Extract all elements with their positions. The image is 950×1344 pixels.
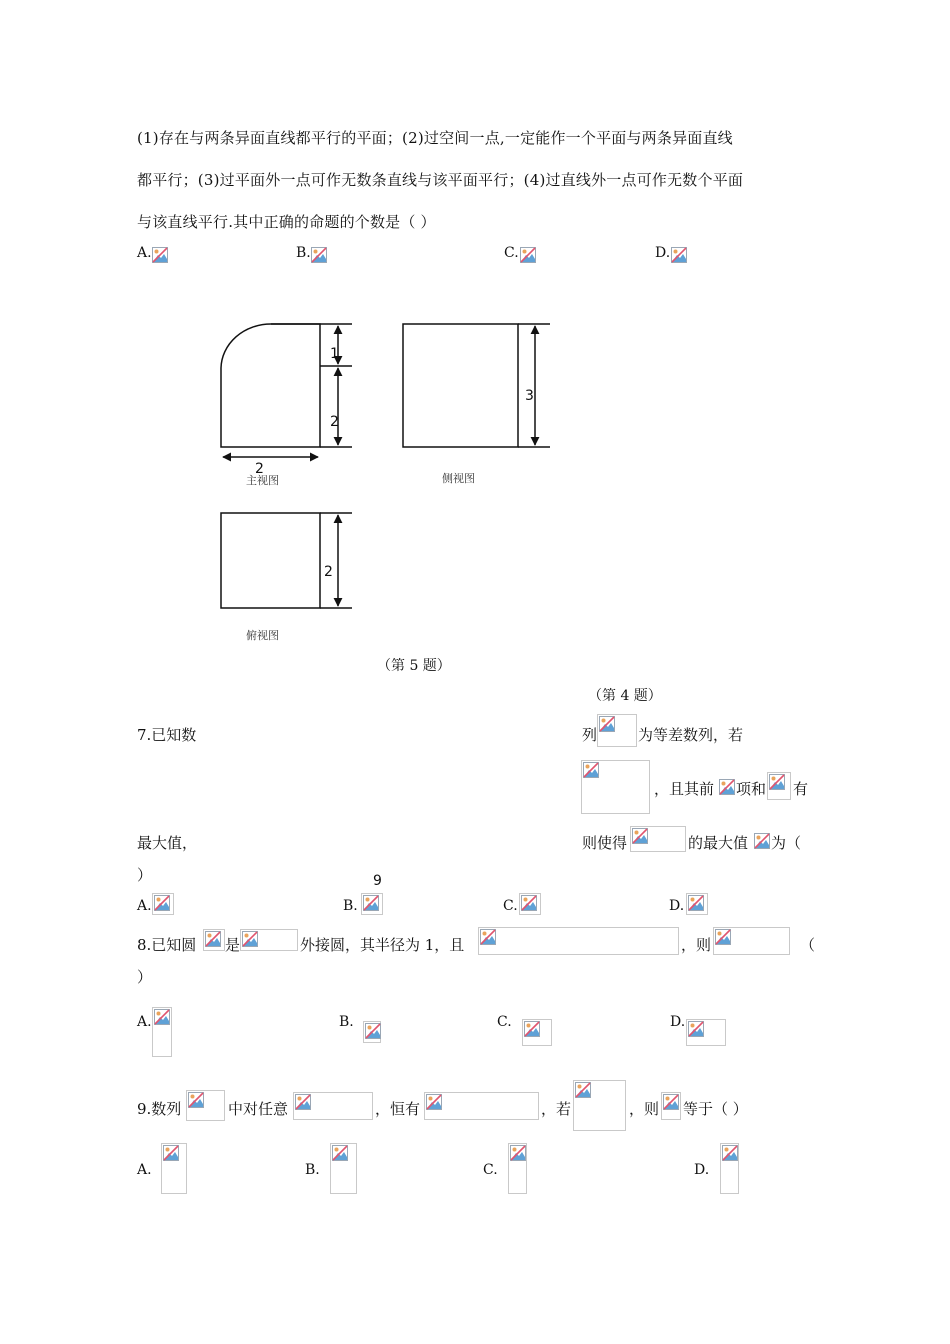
broken-image-icon xyxy=(583,762,599,778)
broken-image-icon xyxy=(521,895,537,911)
formula-image xyxy=(573,1080,626,1131)
formula-image xyxy=(361,893,383,915)
problem9-option-a: A. xyxy=(137,1162,152,1178)
problem6-option-b: B. xyxy=(296,245,311,261)
problem9-equals: 等于（ ） xyxy=(683,1100,748,1118)
problem7-has: 有 xyxy=(793,780,809,798)
problem8-close-paren: ） xyxy=(137,968,153,986)
top-view xyxy=(221,513,352,608)
broken-image-icon xyxy=(575,1082,591,1098)
formula-image xyxy=(186,1090,225,1121)
broken-image-icon xyxy=(632,828,648,844)
problem7-nine: 9 xyxy=(373,873,382,889)
problem6-option-d: D. xyxy=(655,245,671,261)
broken-image-icon xyxy=(722,1145,738,1161)
problem9-then: ，则 xyxy=(629,1100,660,1118)
broken-image-icon xyxy=(719,779,735,795)
broken-image-icon xyxy=(332,1145,348,1161)
formula-image xyxy=(581,760,650,814)
broken-image-icon xyxy=(599,716,615,732)
dim-label-2: 2 xyxy=(330,414,339,430)
broken-image-icon xyxy=(163,1145,179,1161)
formula-image xyxy=(522,1019,552,1046)
problem6-line3: 与该直线平行.其中正确的命题的个数是（ ） xyxy=(137,213,436,231)
dim-label-1: 1 xyxy=(330,346,339,362)
formula-image xyxy=(686,1019,726,1046)
broken-image-icon xyxy=(242,931,258,947)
broken-image-icon xyxy=(520,247,536,263)
formula-image xyxy=(203,929,225,951)
problem7-max-of: 的最大值 xyxy=(688,834,749,852)
formula-image xyxy=(363,1021,381,1043)
problem8-open-paren: （ xyxy=(800,936,816,954)
broken-image-icon xyxy=(154,895,170,911)
formula-image xyxy=(152,1007,172,1057)
formula-image xyxy=(630,826,686,852)
formula-image xyxy=(661,1092,681,1120)
problem7-is: 为（ xyxy=(771,834,802,852)
problem8-circum: 外接圆，其半径为 1，且 xyxy=(300,936,465,954)
broken-image-icon xyxy=(663,1094,679,1110)
problem7-option-d: D. xyxy=(669,898,685,914)
problem7-close-paren: ） xyxy=(137,866,153,884)
problem9-any: 中对任意 xyxy=(228,1100,289,1118)
broken-image-icon xyxy=(295,1094,311,1110)
problem6-option-c: C. xyxy=(504,245,519,261)
problem7-max-val: 最大值， xyxy=(137,834,198,852)
problem8-option-a: A. xyxy=(137,1014,152,1030)
formula-image xyxy=(161,1143,187,1194)
formula-image xyxy=(330,1143,357,1194)
formula-image xyxy=(519,893,541,915)
problem9-if: ，若 xyxy=(541,1100,572,1118)
broken-image-icon xyxy=(480,929,496,945)
dim-label-2-top: 2 xyxy=(324,564,333,580)
side-view-label: 侧视图 xyxy=(442,472,475,485)
caption-problem5: （第 5 题） xyxy=(377,658,451,674)
formula-image xyxy=(293,1092,373,1120)
problem6-line2: 都平行；(3)过平面外一点可作无数条直线与该平面平行；(4)过直线外一点可作无数个平面 xyxy=(137,171,744,189)
formula-image xyxy=(152,893,174,915)
formula-image xyxy=(478,927,679,955)
problem8-is: 是 xyxy=(225,936,241,954)
problem9-option-c: C. xyxy=(483,1162,498,1178)
dim-label-2-width: 2 xyxy=(255,461,264,477)
broken-image-icon xyxy=(311,247,327,263)
formula-image xyxy=(713,927,790,955)
broken-image-icon xyxy=(205,931,221,947)
problem7-term-sum: 项和 xyxy=(736,780,767,798)
problem7-then-make: 则使得 xyxy=(582,834,628,852)
problem7-arith: 为等差数列，若 xyxy=(638,726,744,744)
problem7-option-b: B. xyxy=(343,898,358,914)
problem6-line1: (1)存在与两条异面直线都平行的平面；(2)过空间一点,一定能作一个平面与两条异面直线 xyxy=(137,129,733,147)
dim-label-3: 3 xyxy=(525,388,534,404)
side-view xyxy=(403,324,550,447)
problem9-option-b: B. xyxy=(305,1162,320,1178)
broken-image-icon xyxy=(754,833,770,849)
problem9-start: 9.数列 xyxy=(137,1100,182,1118)
broken-image-icon xyxy=(363,895,379,911)
formula-image xyxy=(508,1143,527,1194)
problem9-always: ，恒有 xyxy=(375,1100,421,1118)
broken-image-icon xyxy=(154,1009,170,1025)
front-view xyxy=(221,324,352,457)
broken-image-icon xyxy=(426,1094,442,1110)
problem8-option-d: D. xyxy=(670,1014,686,1030)
problem8-start: 8.已知圆 xyxy=(137,936,197,954)
formula-image xyxy=(720,1143,739,1194)
problem8-option-c: C. xyxy=(497,1014,512,1030)
broken-image-icon xyxy=(688,895,704,911)
broken-image-icon xyxy=(510,1145,526,1161)
broken-image-icon xyxy=(688,1021,704,1037)
problem7-lie: 列 xyxy=(582,726,598,744)
broken-image-icon xyxy=(365,1023,381,1039)
problem8-then: ，则 xyxy=(681,936,712,954)
problem9-option-d: D. xyxy=(694,1162,710,1178)
front-view-label: 主视图 xyxy=(246,474,279,487)
broken-image-icon xyxy=(769,774,785,790)
problem7-and-first: ，且其前 xyxy=(654,780,715,798)
caption-problem4: （第 4 题） xyxy=(588,688,662,704)
formula-image xyxy=(686,893,708,915)
problem6-option-a: A. xyxy=(137,245,152,261)
top-view-label: 俯视图 xyxy=(246,629,279,642)
formula-image xyxy=(767,772,791,800)
problem7-start: 7.已知数 xyxy=(137,726,197,744)
problem7-option-a: A. xyxy=(137,898,152,914)
formula-image xyxy=(424,1092,539,1120)
broken-image-icon xyxy=(188,1092,204,1108)
broken-image-icon xyxy=(524,1021,540,1037)
broken-image-icon xyxy=(715,929,731,945)
formula-image xyxy=(240,929,298,951)
problem7-option-c: C. xyxy=(503,898,518,914)
broken-image-icon xyxy=(152,247,168,263)
problem8-option-b: B. xyxy=(339,1014,354,1030)
formula-image xyxy=(597,714,637,747)
broken-image-icon xyxy=(671,247,687,263)
